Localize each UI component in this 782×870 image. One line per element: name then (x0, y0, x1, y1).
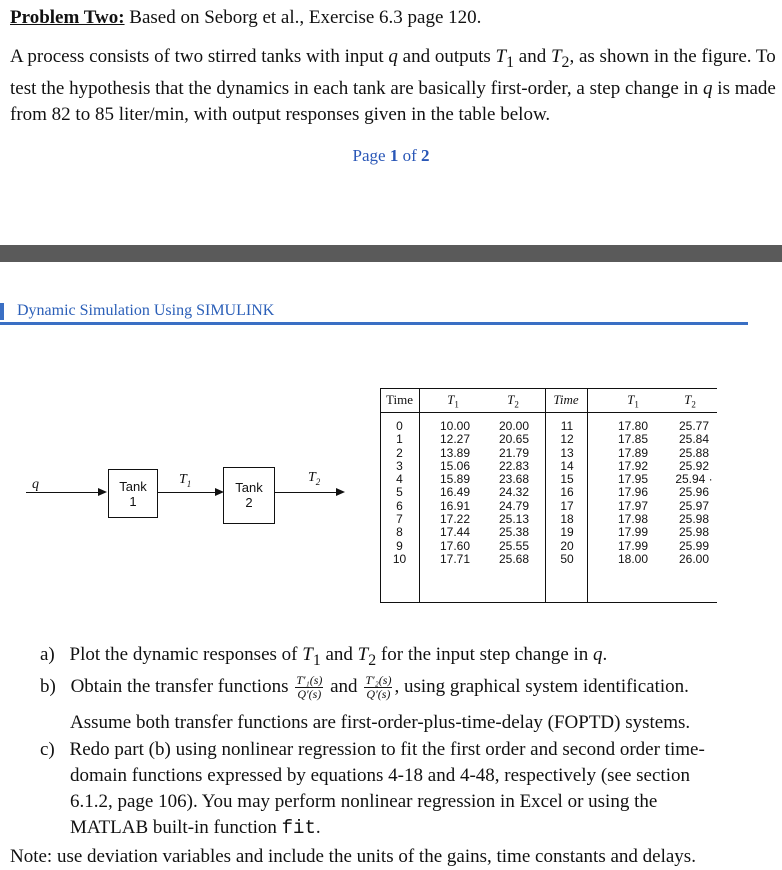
intro-text-5: is made from 82 to 85 liter/min, with output responses given in the table below. (10, 77, 776, 125)
header-t2-right: $T_2$ (684, 392, 696, 410)
header-t1-left: $T_1$ (447, 392, 459, 410)
t1-label: $T_1$ (179, 472, 192, 489)
page-of-word: of (398, 146, 421, 165)
question-b: b) Obtain the transfer functions $\frac{\text{T′₁(s)}}{Q'(s)}$ and $\frac{\text{T′₂(s)}}{Q'(s)}$ , using graphical system identification. (40, 673, 689, 702)
header-t2-left: $T_2$ (507, 392, 519, 410)
question-b-line2: Assume both transfer functions are first-order-plus-time-delay (FOPTD) systems. (70, 712, 691, 733)
tank-1-number: 1 (129, 494, 137, 509)
question-a-label: a) (40, 644, 55, 665)
table-mid-divider (545, 388, 546, 603)
intro-t2-sub: 2 (561, 53, 570, 71)
table-top-rule (380, 388, 717, 389)
input-q-label: q (32, 477, 39, 492)
intro-text-4: , as shown in the figure. To test the hypothesis that the dynamics in each tank are basically first-order, a step change in (10, 46, 776, 99)
section-rule (0, 322, 748, 325)
intro-paragraph (10, 44, 778, 128)
intro-text-1: A process consists of two stirred tanks with input (10, 46, 389, 67)
tank-1-label: Tank (119, 479, 147, 494)
input-arrow-head (98, 488, 107, 496)
tank-2-number: 2 (245, 495, 253, 510)
col-t2-left: 20.00 20.65 21.79 22.83 23.68 24.32 24.79 25.13 25.38 25.55 25.68 (498, 419, 530, 566)
question-c-line2: domain functions expressed by equations 4-18 and 4-48, respectively (see section (70, 765, 690, 786)
header-t1-right: $T_1$ (627, 392, 639, 410)
col-t1-right: 17.80 17.85 17.89 17.92 17.95 17.96 17.97 17.98 17.99 17.99 18.00 (617, 419, 649, 566)
table-col-divider-2 (587, 388, 588, 603)
t2-label: $T_2$ (308, 470, 321, 487)
tank-2-box (223, 467, 275, 524)
tank-2-label: Tank (235, 480, 263, 495)
col-time-left: 0 1 2 3 4 5 6 7 8 9 10 (392, 419, 407, 566)
col-t1-left: 10.00 12.27 13.89 15.06 15.89 16.49 16.91 17.22 17.44 17.60 17.71 (439, 419, 471, 566)
page-total: 2 (420, 146, 430, 165)
intro-t1-sub: 1 (506, 53, 515, 71)
page-current: 1 (389, 146, 399, 165)
section-title: Dynamic Simulation Using SIMULINK (17, 302, 275, 319)
page-word: Page (352, 146, 390, 165)
header-time-left: Time (386, 392, 413, 407)
matlab-fit-code: fit (281, 817, 316, 839)
response-data-table (380, 388, 717, 603)
intro-q: q (388, 46, 398, 67)
table-bottom-rule (380, 602, 717, 603)
page-indicator (0, 146, 782, 166)
question-b-text: Obtain the transfer functions (70, 676, 294, 697)
transfer-function-1: $\frac{\text{T′₁(s)}}{Q'(s)}$ (296, 673, 323, 702)
intro-t1: T (495, 46, 507, 67)
col-time-right: 11 12 13 14 15 16 17 18 19 20 50 (560, 419, 574, 566)
section-accent-bar (0, 303, 4, 320)
question-c-line1: Redo part (b) using nonlinear regression to fit the first order and second order time- (69, 739, 705, 760)
intro-q2: q (703, 77, 713, 99)
col-t2-right: 25.77 25.84 25.88 25.92 25.94 · 25.96 25.97 25.98 25.98 25.99 26.00 (675, 419, 713, 566)
problem-label: Problem Two: (10, 7, 125, 28)
page-divider (0, 245, 782, 262)
intro-t2: T (550, 46, 562, 67)
intro-text-2: and outputs (397, 46, 496, 67)
input-arrow-line (26, 492, 100, 493)
tank-diagram (20, 462, 355, 532)
tank-1-box (108, 469, 158, 518)
output-arrow-line (274, 492, 338, 493)
problem-source: Based on Seborg et al., Exercise 6.3 page 120. (124, 7, 482, 28)
problem-title (10, 7, 481, 29)
table-header-rule (380, 412, 717, 413)
question-a-text: Plot the dynamic responses of (69, 644, 303, 665)
mid-arrow-line (157, 492, 217, 493)
note-text: Note: use deviation variables and include the units of the gains, time constants and delays. (10, 846, 696, 867)
question-c (40, 737, 705, 763)
question-c-line4: MATLAB built-in function fit. (70, 817, 321, 839)
intro-text-3: and (514, 46, 551, 67)
section-heading (0, 301, 748, 326)
question-b-label: b) (40, 676, 56, 697)
table-col-divider-1 (419, 388, 420, 603)
header-time-right: Time (553, 392, 579, 407)
question-c-label: c) (40, 739, 55, 760)
question-c-line3: 6.1.2, page 106). You may perform nonlinear regression in Excel or using the (70, 791, 658, 812)
output-arrow-head (336, 488, 345, 496)
transfer-function-2: $\frac{\text{T′₂(s)}}{Q'(s)}$ (365, 673, 392, 702)
question-a: a) Plot the dynamic responses of $T_1$ and $T_2$ for the input step change in q. (40, 644, 608, 669)
